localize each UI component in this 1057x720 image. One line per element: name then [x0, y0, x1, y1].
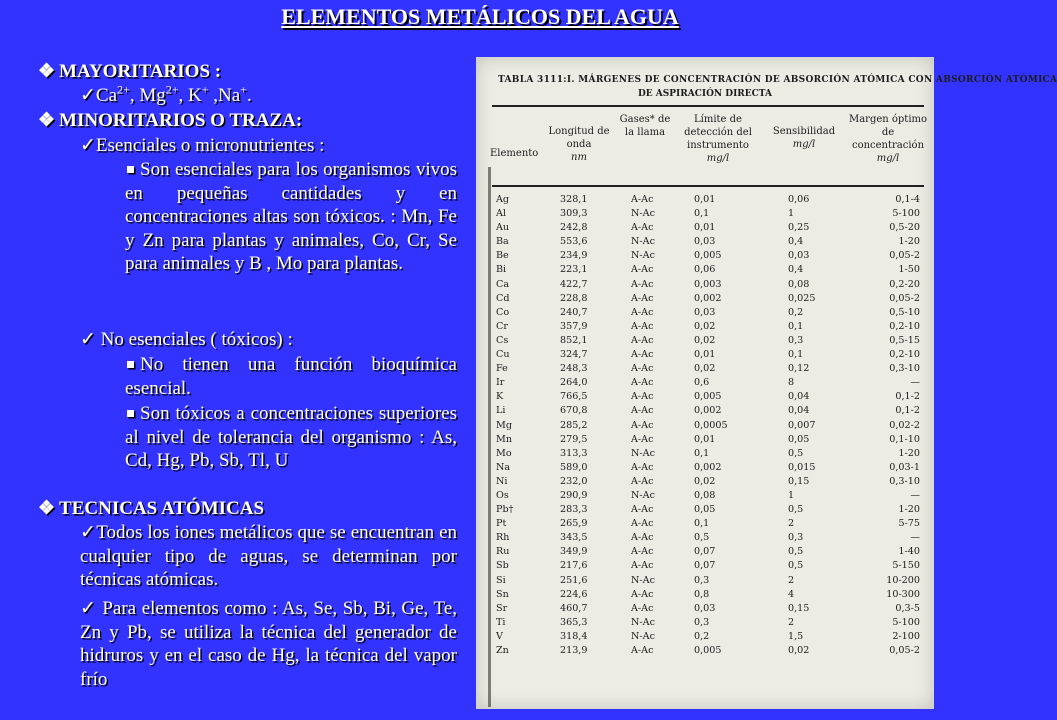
cell-element: Ni: [496, 475, 508, 487]
cell-wavelength: 264,0: [560, 377, 588, 389]
cell-margin: 5-100: [892, 616, 920, 628]
ion-ca-charge: 2+: [117, 82, 130, 97]
cell-detection: 0,01: [694, 349, 716, 361]
cell-margin: 0,5-15: [889, 334, 920, 346]
cell-element: Ba: [496, 236, 509, 248]
ion-k-charge: +: [201, 82, 209, 97]
cell-detection: 0,05: [694, 504, 716, 516]
cell-margin: 1-40: [898, 546, 920, 558]
heading-minoritarios: [38, 109, 302, 133]
cell-gas: N-Ac: [631, 250, 655, 262]
cell-wavelength: 318,4: [560, 630, 588, 642]
check-bullet-icon: ✓: [80, 598, 97, 619]
cell-wavelength: 285,2: [560, 419, 588, 431]
tecnicas-item2-text: Para elementos como : As, Se, Sb, Bi, Ge, Te, Zn y Pb, se utiliza la técnica del generador de hidruros y en el caso de Hg, la técnica del vapor frío: [80, 598, 458, 690]
cell-element: K: [496, 391, 504, 403]
cell-margin: —: [910, 532, 920, 544]
no-esenciales-label: [80, 328, 293, 352]
cell-wavelength: 328,1: [560, 194, 588, 205]
cell-detection: 0,005: [694, 391, 722, 403]
cell-margin: 5-150: [892, 560, 920, 572]
column-gases: [631, 193, 655, 658]
heading-mayoritarios: [38, 60, 221, 84]
tecnicas-item1-text: Todos los iones metálicos que se encuentran en cualquier tipo de aguas, se determinan por técnicas atómicas.: [80, 522, 458, 590]
cell-wavelength: 251,6: [560, 574, 588, 586]
cell-sensitivity: 1,5: [788, 630, 804, 642]
cell-sensitivity: 0,4: [788, 236, 804, 248]
cell-wavelength: 213,9: [560, 645, 588, 656]
cell-detection: 0,03: [694, 236, 716, 248]
cell-gas: A-Ac: [631, 532, 654, 544]
cell-element: Cs: [496, 334, 509, 346]
header-sensitivity-label: Sensibilidad: [772, 126, 836, 137]
no-esenciales-label-text: No esenciales ( tóxicos) :: [100, 329, 293, 350]
cell-sensitivity: 0,2: [788, 306, 804, 318]
cell-element: Ag: [496, 194, 510, 205]
cell-wavelength: 279,5: [560, 433, 588, 445]
cell-wavelength: 589,0: [560, 461, 588, 473]
cell-wavelength: 422,7: [560, 278, 588, 290]
table-caption: TABLA 3111:I. MÁRGENES DE CONCENTRACIÓN DE ABSORCIÓN ATÓMICA CON ABSORCIÓN ATÓMICA: [498, 75, 1057, 85]
cell-gas: A-Ac: [631, 278, 654, 290]
cell-sensitivity: 0,25: [788, 222, 810, 234]
cell-wavelength: 223,1: [560, 264, 588, 276]
cell-sensitivity: 0,5: [788, 560, 804, 572]
cell-gas: A-Ac: [631, 602, 654, 614]
column-elements: [496, 193, 513, 658]
cell-sensitivity: 0,12: [788, 363, 810, 375]
cell-margin: 0,3-10: [889, 363, 920, 375]
cell-gas: A-Ac: [631, 405, 654, 417]
cell-element: Cd: [496, 292, 510, 304]
cell-sensitivity: 0,3: [788, 334, 804, 346]
cell-element: Li: [496, 405, 506, 417]
cell-wavelength: 228,8: [560, 292, 588, 304]
cell-detection: 0,07: [694, 546, 716, 558]
cell-wavelength: 766,5: [560, 391, 588, 403]
cell-element: Os: [496, 489, 509, 501]
slide-title: ELEMENTOS METÁLICOS DEL AGUA: [281, 4, 679, 29]
cell-margin: 0,05-2: [889, 645, 920, 656]
cell-gas: A-Ac: [631, 546, 654, 558]
cell-detection: 0,002: [694, 292, 722, 304]
cell-sensitivity: 0,5: [788, 447, 804, 459]
cell-sensitivity: 0,025: [788, 292, 816, 304]
cell-margin: 0,1-2: [895, 391, 920, 403]
cell-wavelength: 324,7: [560, 349, 588, 361]
cell-margin: 0,03-1: [889, 461, 920, 473]
header-wavelength-unit: nm: [571, 152, 587, 163]
cell-wavelength: 242,8: [560, 222, 588, 234]
diamond-bullet-icon: ❖: [38, 110, 56, 131]
cell-element: V: [496, 630, 503, 642]
cell-detection: 0,01: [694, 433, 716, 445]
cell-wavelength: 553,6: [560, 236, 588, 248]
cell-wavelength: 217,6: [560, 560, 588, 572]
cell-gas: A-Ac: [631, 461, 654, 473]
cell-element: Mo: [496, 447, 512, 459]
cell-gas: A-Ac: [631, 222, 654, 234]
cell-wavelength: 365,3: [560, 616, 588, 628]
column-detection: [694, 193, 728, 658]
cell-sensitivity: 0,15: [788, 602, 810, 614]
cell-gas: A-Ac: [631, 349, 654, 361]
cell-gas: A-Ac: [631, 433, 654, 445]
column-margin: [862, 193, 920, 658]
cell-detection: 0,03: [694, 602, 716, 614]
cell-sensitivity: 0,4: [788, 264, 804, 276]
cell-detection: 0,02: [694, 363, 716, 375]
cell-gas: N-Ac: [631, 489, 655, 501]
esenciales-paragraph: Son esenciales para los organismos vivos en pequeñas cantidades y en concentraciones altas son tóxicos. : Mn, Fe y Zn para plantas y animales, Co, Cr, Se para animales y B , Mo para plantas.: [125, 159, 457, 274]
ion-mg: , Mg: [129, 85, 166, 106]
ion-k: , K: [178, 85, 202, 106]
cell-wavelength: 349,9: [560, 546, 588, 558]
cell-sensitivity: 0,007: [788, 419, 816, 431]
cell-margin: 0,2-10: [889, 320, 920, 332]
cell-wavelength: 313,3: [560, 447, 588, 459]
cell-wavelength: 265,9: [560, 518, 588, 530]
cell-sensitivity: 0,015: [788, 461, 816, 473]
cell-detection: 0,8: [694, 588, 710, 600]
ions-line: [80, 84, 252, 108]
cell-detection: 0,08: [694, 489, 716, 501]
cell-gas: A-Ac: [631, 320, 654, 332]
header-detection-label: Límite de detección del instrumento: [684, 114, 752, 151]
cell-sensitivity: 2: [788, 518, 795, 530]
cell-margin: 1-20: [898, 236, 920, 248]
cell-margin: 10-200: [886, 574, 920, 586]
cell-sensitivity: 0,15: [788, 475, 810, 487]
cell-element: Sb: [496, 560, 509, 572]
cell-margin: 0,2-20: [889, 278, 920, 290]
cell-gas: N-Ac: [631, 208, 655, 220]
heading-tecnicas: [38, 497, 264, 521]
cell-detection: 0,002: [694, 461, 722, 473]
cell-margin: 0,3-5: [895, 602, 920, 614]
cell-element: Ir: [496, 377, 505, 389]
cell-margin: 0,1-4: [895, 194, 920, 205]
diamond-bullet-icon: ❖: [38, 61, 56, 82]
cell-element: Mn: [496, 433, 513, 445]
cell-detection: 0,0005: [694, 419, 728, 431]
header-gases: Gases* de la llama: [619, 114, 671, 138]
cell-sensitivity: 1: [788, 208, 795, 220]
cell-gas: N-Ac: [631, 447, 655, 459]
no-esenciales-item1: [125, 353, 457, 400]
header-sensitivity: [764, 113, 844, 151]
cell-margin: 10-300: [886, 588, 920, 600]
check-bullet-icon: ✓: [80, 85, 96, 106]
cell-sensitivity: 0,1: [788, 349, 804, 361]
cell-wavelength: 283,3: [560, 504, 588, 516]
cell-margin: 0,2-10: [889, 349, 920, 361]
check-bullet-icon: ✓: [80, 329, 96, 350]
cell-gas: A-Ac: [631, 560, 654, 572]
cell-sensitivity: 2: [788, 574, 795, 586]
cell-wavelength: 852,1: [560, 334, 588, 346]
cell-element: Ti: [496, 616, 506, 628]
cell-sensitivity: 0,5: [788, 546, 804, 558]
cell-gas: A-Ac: [631, 334, 654, 346]
cell-wavelength: 460,7: [560, 602, 588, 614]
esenciales-text: [125, 158, 457, 276]
header-sensitivity-unit: mg/l: [792, 139, 816, 150]
cell-margin: 1-20: [898, 447, 920, 459]
tecnicas-item2: [80, 597, 457, 691]
column-sensitivity: [788, 193, 815, 658]
header-detection-unit: mg/l: [706, 153, 730, 164]
cell-gas: A-Ac: [631, 588, 654, 600]
cell-margin: 5-75: [898, 518, 920, 530]
cell-element: Zn: [496, 645, 509, 656]
cell-margin: 0,1-2: [895, 405, 920, 417]
cell-element: Pt: [496, 518, 507, 530]
square-bullet-icon: [127, 410, 134, 417]
header-wavelength-label: Longitud de onda: [548, 126, 610, 150]
ion-na-charge: +: [240, 82, 247, 97]
esenciales-label: [80, 134, 324, 158]
cell-element: Ca: [496, 278, 510, 290]
cell-element: Co: [496, 306, 510, 318]
cell-detection: 0,6: [694, 377, 710, 389]
cell-detection: 0,1: [694, 518, 710, 530]
cell-sensitivity: 4: [788, 588, 795, 600]
cell-detection: 0,5: [694, 532, 710, 544]
cell-element: Sr: [496, 602, 508, 614]
square-bullet-icon: [127, 361, 134, 368]
check-bullet-icon: ✓: [80, 135, 96, 156]
cell-margin: 0,05-2: [889, 292, 920, 304]
cell-detection: 0,3: [694, 616, 710, 628]
square-bullet-icon: [127, 166, 134, 173]
cell-gas: A-Ac: [631, 363, 654, 375]
table-rule-header: [492, 185, 924, 187]
cell-detection: 0,1: [694, 447, 710, 459]
cell-detection: 0,01: [694, 194, 716, 205]
cell-gas: A-Ac: [631, 391, 654, 403]
cell-detection: 0,003: [694, 278, 722, 290]
cell-wavelength: 248,3: [560, 363, 588, 375]
cell-element: Si: [496, 574, 506, 586]
cell-gas: A-Ac: [631, 645, 654, 656]
header-element: Elemento: [490, 148, 539, 159]
tecnicas-item1: [80, 521, 457, 592]
cell-margin: 1-20: [898, 504, 920, 516]
cell-margin: 5-100: [892, 208, 920, 220]
cell-element: Sn: [496, 588, 509, 600]
cell-element: Fe: [496, 363, 508, 375]
heading-minoritarios-label: MINORITARIOS O TRAZA:: [59, 110, 303, 131]
cell-sensitivity: 0,04: [788, 405, 810, 417]
cell-detection: 0,06: [694, 264, 716, 276]
cell-sensitivity: 0,08: [788, 278, 810, 290]
cell-gas: N-Ac: [631, 616, 655, 628]
cell-sensitivity: 0,06: [788, 194, 810, 205]
cell-detection: 0,02: [694, 320, 716, 332]
cell-gas: N-Ac: [631, 236, 655, 248]
header-margin-unit: mg/l: [876, 153, 900, 164]
cell-detection: 0,005: [694, 645, 722, 656]
heading-tecnicas-label: TECNICAS ATÓMICAS: [59, 498, 265, 519]
header-wavelength: [544, 113, 614, 164]
cell-detection: 0,03: [694, 306, 716, 318]
cell-element: Mg: [496, 419, 512, 431]
no-esenciales-item2: [125, 402, 457, 473]
cell-gas: A-Ac: [631, 518, 654, 530]
cell-sensitivity: 0,02: [788, 645, 810, 656]
cell-wavelength: 224,6: [560, 588, 588, 600]
cell-detection: 0,02: [694, 475, 716, 487]
cell-gas: N-Ac: [631, 630, 655, 642]
cell-element: Ru: [496, 546, 510, 558]
cell-detection: 0,07: [694, 560, 716, 572]
cell-margin: 1-50: [898, 264, 920, 276]
header-detection: [676, 113, 760, 165]
cell-gas: A-Ac: [631, 264, 654, 276]
cell-sensitivity: 1: [788, 489, 795, 501]
cell-gas: A-Ac: [631, 194, 654, 205]
cell-wavelength: 234,9: [560, 250, 588, 262]
diamond-bullet-icon: ❖: [38, 498, 56, 519]
cell-element: Pb†: [496, 504, 514, 516]
cell-detection: 0,3: [694, 574, 710, 586]
cell-wavelength: 357,9: [560, 320, 588, 332]
no-esenciales-item1-text: No tienen una función bioquímica esencial.: [125, 354, 457, 399]
heading-mayoritarios-label: MAYORITARIOS :: [59, 61, 222, 82]
cell-margin: 0,5-10: [889, 306, 920, 318]
cell-element: Bi: [496, 264, 507, 276]
cell-detection: 0,005: [694, 250, 722, 262]
cell-element: Cr: [496, 320, 508, 332]
cell-margin: —: [910, 489, 920, 501]
cell-margin: 0,5-20: [889, 222, 920, 234]
ion-na: ,Na: [208, 85, 241, 106]
ion-ca: Ca: [95, 85, 118, 106]
cell-gas: A-Ac: [631, 306, 654, 318]
cell-sensitivity: 0,05: [788, 433, 810, 445]
cell-margin: 0,02-2: [889, 419, 920, 431]
scan-binding-edge: [488, 167, 491, 707]
ion-mg-charge: 2+: [165, 82, 179, 97]
cell-gas: A-Ac: [631, 292, 654, 304]
header-margin: [846, 113, 930, 165]
cell-sensitivity: 0,5: [788, 504, 804, 516]
cell-detection: 0,002: [694, 405, 722, 417]
ion-period: .: [246, 85, 252, 106]
table-rule-top: [492, 105, 924, 107]
header-margin-label: Margen óptimo de concentración: [848, 114, 928, 151]
cell-element: Cu: [496, 349, 510, 361]
cell-sensitivity: 0,03: [788, 250, 810, 262]
cell-element: Al: [496, 208, 506, 220]
cell-margin: 0,05-2: [889, 250, 920, 262]
cell-sensitivity: 0,1: [788, 320, 804, 332]
table-caption-2: DE ASPIRACIÓN DIRECTA: [638, 89, 772, 99]
cell-element: Au: [496, 222, 510, 234]
cell-sensitivity: 2: [788, 616, 795, 628]
cell-gas: A-Ac: [631, 419, 654, 431]
cell-wavelength: 309,3: [560, 208, 588, 220]
cell-detection: 0,02: [694, 334, 716, 346]
cell-wavelength: 290,9: [560, 489, 588, 501]
cell-wavelength: 232,0: [560, 475, 588, 487]
cell-wavelength: 240,7: [560, 306, 588, 318]
cell-gas: N-Ac: [631, 574, 655, 586]
cell-margin: 2-100: [892, 630, 920, 642]
cell-wavelength: 670,8: [560, 405, 588, 417]
cell-gas: A-Ac: [631, 377, 654, 389]
cell-element: Be: [496, 250, 509, 262]
cell-wavelength: 343,5: [560, 532, 588, 544]
cell-margin: —: [910, 377, 920, 389]
cell-detection: 0,1: [694, 208, 710, 220]
cell-sensitivity: 0,3: [788, 532, 804, 544]
no-esenciales-item2-text: Son tóxicos a concentraciones superiores al nivel de tolerancia del organismo : As, Cd, Hg, Pb, Sb, Tl, U: [125, 403, 457, 471]
cell-margin: 0,3-10: [889, 475, 920, 487]
cell-detection: 0,2: [694, 630, 710, 642]
check-bullet-icon: ✓: [80, 522, 97, 543]
scanned-table-image: [476, 57, 1057, 709]
cell-sensitivity: 0,04: [788, 391, 810, 403]
cell-gas: A-Ac: [631, 504, 654, 516]
cell-element: Na: [496, 461, 511, 473]
column-wavelengths: [560, 193, 587, 658]
cell-element: Rh: [496, 532, 510, 544]
cell-detection: 0,01: [694, 222, 716, 234]
esenciales-label-text: Esenciales o micronutrientes :: [95, 135, 325, 156]
cell-margin: 0,1-10: [889, 433, 920, 445]
cell-gas: A-Ac: [631, 475, 654, 487]
cell-sensitivity: 8: [788, 377, 795, 389]
